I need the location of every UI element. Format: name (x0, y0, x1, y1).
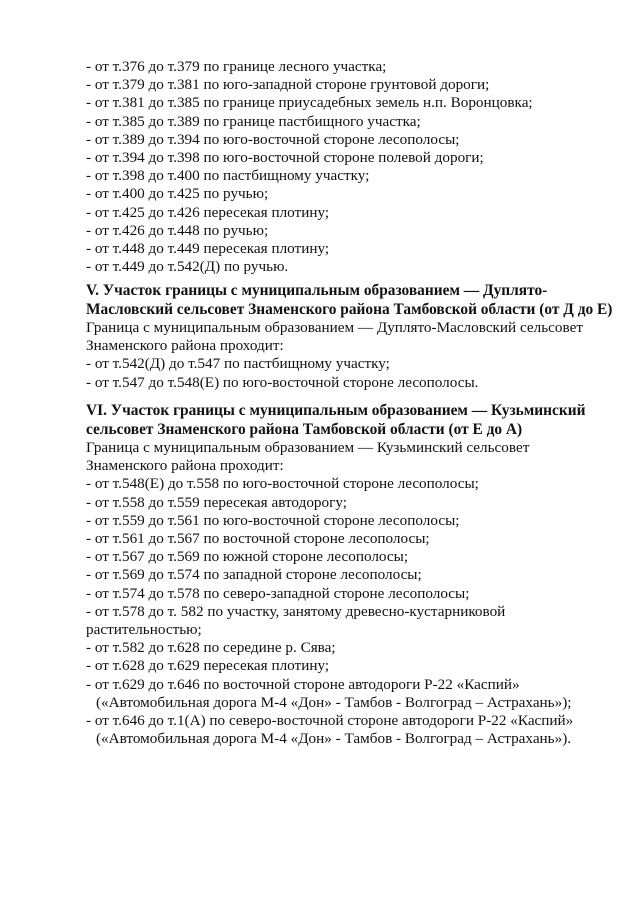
section-vi-heading-line-2: сельсовет Знаменского района Тамбовской области (от Е до А) (86, 421, 523, 438)
list-item: - от т.426 до т.448 по ручью; (86, 221, 269, 239)
list-item-continuation: («Автомобильная дорога М-4 «Дон» - Тамбов - Волгоград – Астрахань»); (96, 693, 572, 711)
section-v-intro-line-1: Граница с муниципальным образованием — Дуплято-Масловский сельсовет (86, 319, 583, 336)
list-item: - от т.574 до т.578 по северо-западной стороне лесополосы; (86, 584, 470, 602)
list-item: - от т.394 до т.398 по юго-восточной стороне полевой дороги; (86, 149, 484, 167)
list-item: - от т.569 до т.574 по западной стороне лесополосы; (86, 566, 422, 584)
list-item: - от т.559 до т.561 по юго-восточной стороне лесополосы; (86, 511, 460, 529)
section-v (86, 281, 626, 392)
list-item: - от т.548(Е) до т.558 по юго-восточной стороне лесополосы; (86, 475, 479, 493)
section-vi-intro-line-2: Знаменского района проходит: (86, 457, 284, 475)
list-item: - от т.628 до т.629 пересекая плотину; (86, 657, 330, 675)
list-item-continuation: растительностью; (86, 621, 202, 639)
section-vi (86, 401, 626, 748)
section-v-intro-line-2: Знаменского района проходит: (86, 337, 284, 355)
list-item: - от т.425 до т.426 пересекая плотину; (86, 203, 330, 221)
list-item: - от т.448 до т.449 пересекая плотину; (86, 240, 330, 258)
list-item: - от т.646 до т.1(А) по северо-восточной стороне автодороги Р-22 «Каспий» (86, 712, 574, 730)
section-vi-intro-line-1: Граница с муниципальным образованием — Кузьминский сельсовет (86, 439, 530, 456)
list-item: - от т.629 до т.646 по восточной стороне автодороги Р-22 «Каспий» (86, 675, 520, 693)
list-item: - от т.400 до т.425 по ручью; (86, 185, 269, 203)
list-item: - от т.449 до т.542(Д) по ручью. (86, 258, 289, 276)
list-item-continuation: («Автомобильная дорога М-4 «Дон» - Тамбов - Волгоград – Астрахань»). (96, 730, 572, 748)
section-v-heading-line-2: Масловский сельсовет Знаменского района Тамбовской области (от Д до Е) (86, 301, 613, 318)
list-item: - от т.389 до т.394 по юго-восточной стороне лесополосы; (86, 130, 460, 148)
list-item: - от т.582 до т.628 по середине р. Сява; (86, 639, 336, 657)
list-item: - от т.376 до т.379 по границе лесного участка; (86, 58, 387, 75)
section-v-heading-line-1: V. Участок границы с муниципальным образованием — Дуплято- (86, 282, 548, 299)
section-vi-heading-line-1: VI. Участок границы с муниципальным образованием — Кузьминский (86, 402, 586, 419)
list-item: - от т.558 до т.559 пересекая автодорогу; (86, 493, 347, 511)
list-item: - от т.567 до т.569 по южной стороне лесополосы; (86, 548, 409, 566)
list-item: - от т.385 до т.389 по границе пастбищного участка; (86, 112, 421, 130)
list-item: - от т.398 до т.400 по пастбищному участку; (86, 167, 370, 185)
boundary-list-top (86, 58, 626, 276)
list-item: - от т.578 до т. 582 по участку, занятому древесно-кустарниковой (86, 602, 506, 620)
list-item: - от т.381 до т.385 по границе приусадебных земель н.п. Воронцовка; (86, 94, 533, 112)
list-item: - от т.547 до т.548(Е) по юго-восточной стороне лесополосы. (86, 373, 479, 391)
list-item: - от т.379 до т.381 по юго-западной стороне грунтовой дороги; (86, 76, 490, 94)
list-item: - от т.561 до т.567 по восточной стороне лесополосы; (86, 530, 430, 548)
list-item: - от т.542(Д) до т.547 по пастбищному участку; (86, 355, 390, 373)
